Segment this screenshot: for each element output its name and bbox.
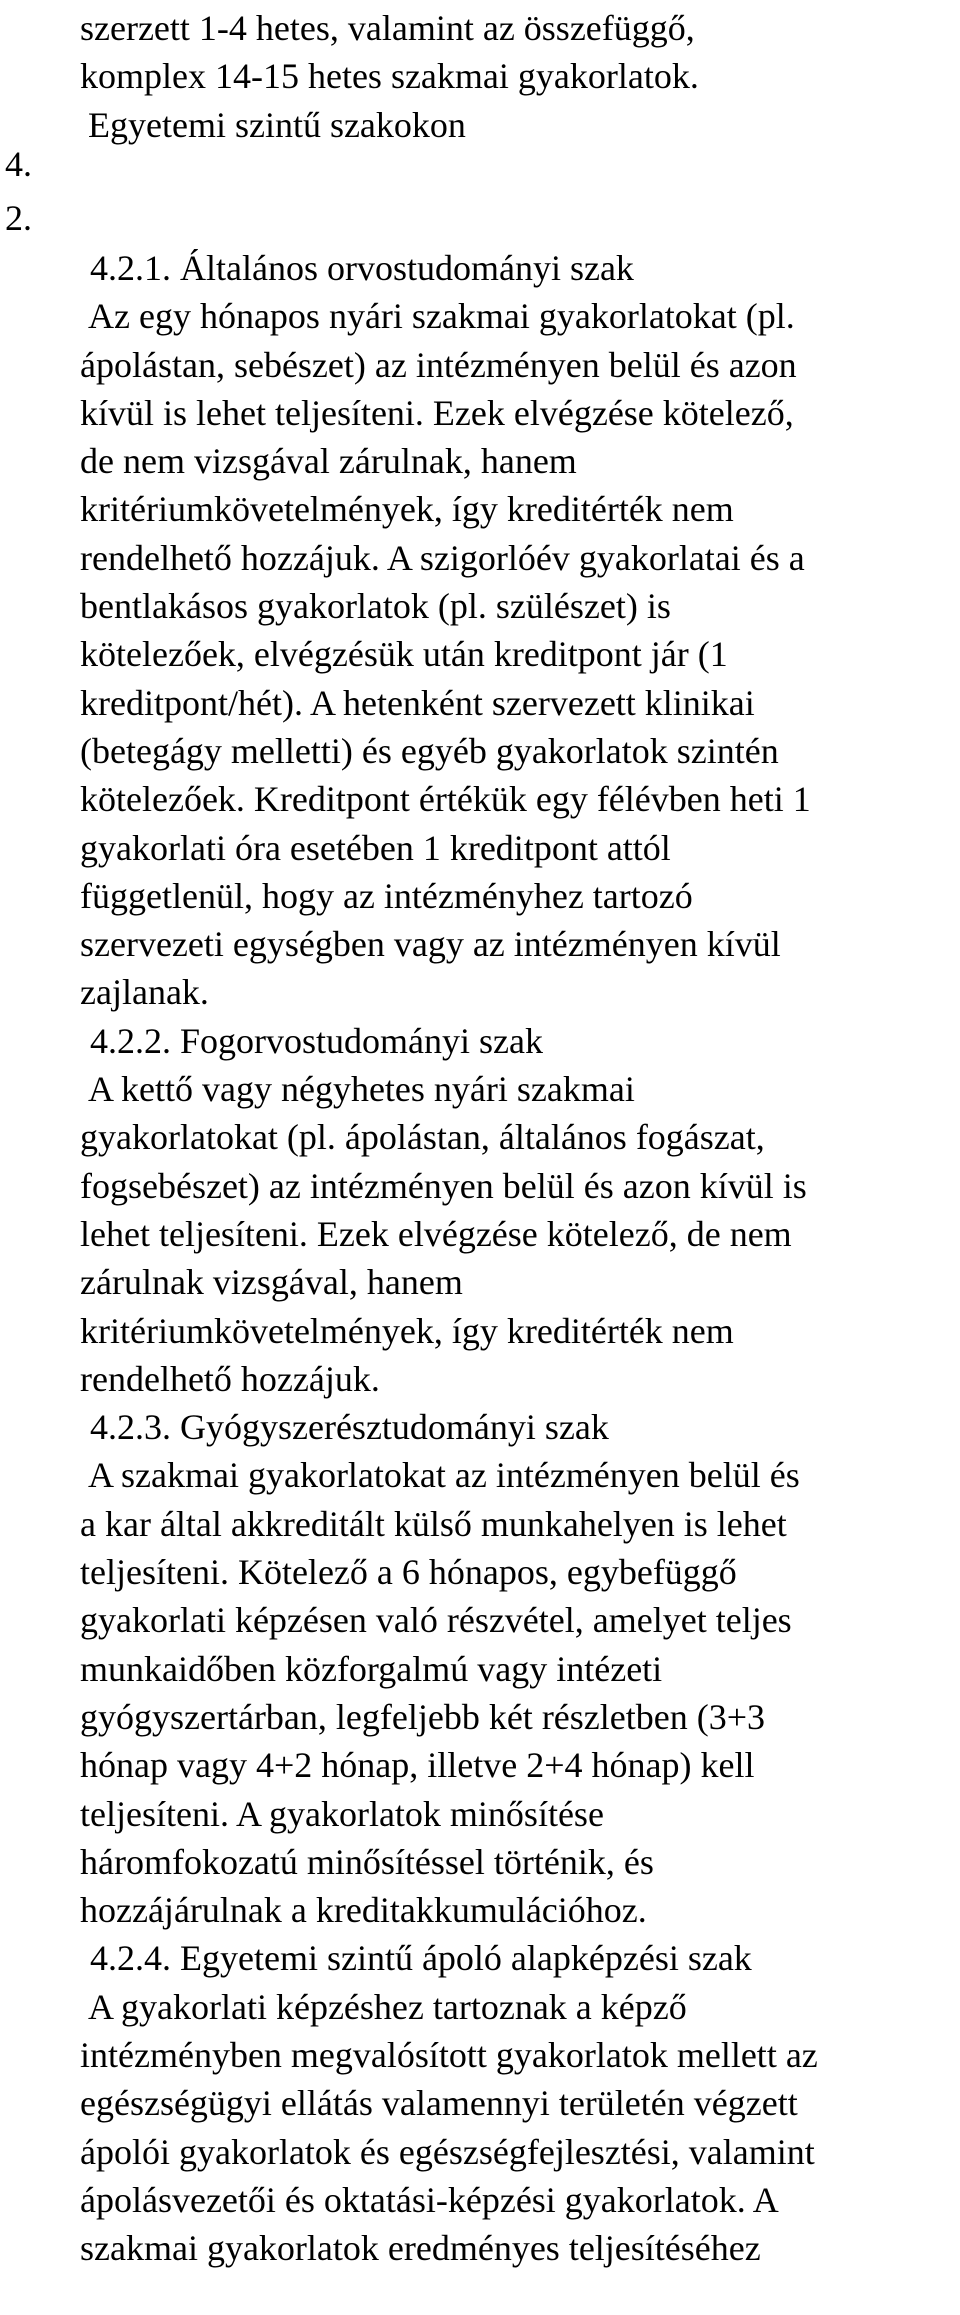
section-line: A gyakorlati képzéshez tartoznak a képző: [88, 1986, 687, 2027]
section-line: ápolói gyakorlatok és egészségfejlesztési, valamint: [80, 2131, 815, 2172]
section-heading: 4.2.1. Általános orvostudományi szak: [90, 248, 634, 288]
section-line: gyakorlati óra esetében 1 kreditpont attól: [80, 827, 671, 868]
section-line: A kettő vagy négyhetes nyári szakmai: [88, 1069, 635, 1110]
section-number-part: 4.: [5, 144, 32, 184]
section-line: teljesíteni. A gyakorlatok minősítése: [80, 1793, 604, 1834]
section-line: gyakorlati képzésen való részvétel, amelyet teljes: [80, 1600, 792, 1641]
section-heading: 4.2.3. Gyógyszerésztudományi szak: [90, 1407, 609, 1448]
section-line: kritériumkövetelmények, így kreditérték nem: [80, 489, 734, 530]
section-line: lehet teljesíteni. Ezek elvégzése kötelező, de nem: [80, 1213, 792, 1254]
section-line: szakmai gyakorlatok eredményes teljesítéséhez: [80, 2228, 761, 2269]
section-line: fogsebészet) az intézményen belül és azon kívül is: [80, 1165, 807, 1206]
section-line: kívül is lehet teljesíteni. Ezek elvégzése kötelező,: [80, 392, 794, 433]
section-line: munkaidőben közforgalmú vagy intézeti: [80, 1648, 663, 1689]
section-heading: 4.2.2. Fogorvostudományi szak: [90, 1020, 543, 1061]
section-line: ápolásvezetői és oktatási-képzési gyakorlatok. A: [80, 2179, 779, 2220]
intro-paragraph: [80, 4, 950, 149]
section-line: gyakorlatokat (pl. ápolástan, általános fogászat,: [80, 1117, 765, 1158]
subsection-heading: Egyetemi szintű szakokon: [88, 104, 466, 145]
section-line: gyógyszertárban, legfeljebb két részletben (3+3: [80, 1696, 766, 1737]
section-line: intézményben megvalósított gyakorlatok mellett az: [80, 2034, 818, 2075]
section-number-part: 2.: [5, 198, 32, 238]
section-line: bentlakásos gyakorlatok (pl. szülészet) is: [80, 586, 671, 627]
section-line: kritériumkövetelmények, így kreditérték nem: [80, 1310, 734, 1351]
section-line: hónap vagy 4+2 hónap, illetve 2+4 hónap) kell: [80, 1745, 755, 1786]
section-line: de nem vizsgával zárulnak, hanem: [80, 441, 577, 482]
section-line: kreditpont/hét). A hetenként szervezett klinikai: [80, 682, 755, 723]
section-line: rendelhető hozzájuk. A szigorlóév gyakorlatai és a: [80, 537, 805, 578]
intro-line: komplex 14-15 hetes szakmai gyakorlatok.: [80, 56, 699, 97]
section-line: egészségügyi ellátás valamennyi területén végzett: [80, 2083, 798, 2124]
section-line: hozzájárulnak a kreditakkumulációhoz.: [80, 1890, 647, 1931]
section-line: A szakmai gyakorlatokat az intézményen belül és: [88, 1455, 800, 1496]
section-line: teljesíteni. Kötelező a 6 hónapos, egybefüggő: [80, 1552, 737, 1593]
section-line: a kar által akkreditált külső munkahelyen is lehet: [80, 1503, 787, 1544]
intro-line: szerzett 1-4 hetes, valamint az összefüggő,: [80, 8, 695, 48]
section-line: rendelhető hozzájuk.: [80, 1358, 380, 1399]
section-line: Az egy hónapos nyári szakmai gyakorlatokat (pl.: [88, 296, 795, 337]
section-line: függetlenül, hogy az intézményhez tartozó: [80, 875, 693, 916]
section-line: zajlanak.: [80, 972, 209, 1013]
section-line: zárulnak vizsgával, hanem: [80, 1262, 463, 1303]
section-line: ápolástan, sebészet) az intézményen belül és azon: [80, 344, 797, 385]
section-line: háromfokozatú minősítéssel történik, és: [80, 1841, 654, 1882]
section-line: kötelezőek. Kreditpont értékük egy félévben heti 1: [80, 779, 811, 820]
section-heading: 4.2.4. Egyetemi szintű ápoló alapképzési szak: [90, 1938, 752, 1979]
section-line: kötelezőek, elvégzésük után kreditpont jár (1: [80, 634, 728, 675]
section-line: szervezeti egységben vagy az intézményen kívül: [80, 924, 781, 965]
section-line: (betegágy melletti) és egyéb gyakorlatok szintén: [80, 730, 779, 771]
section-4-2-1: [80, 244, 950, 2272]
